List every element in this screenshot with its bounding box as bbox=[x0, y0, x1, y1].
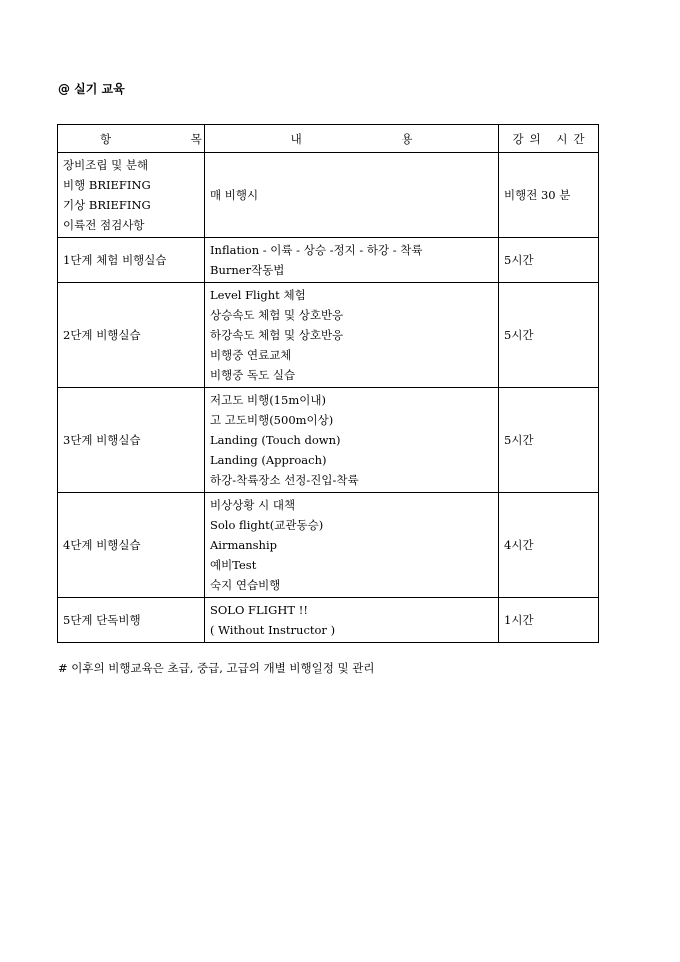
table-row bbox=[58, 283, 599, 388]
content-line: Solo flight(교관동승) bbox=[210, 518, 324, 532]
content-line: 저고도 비행(15m이내) bbox=[210, 393, 326, 407]
item-line: 이륙전 점검사항 bbox=[63, 218, 145, 232]
content-line: Burner작동법 bbox=[210, 263, 285, 277]
item-line: 3단계 비행실습 bbox=[63, 433, 141, 447]
content-line: ( Without Instructor ) bbox=[210, 623, 336, 637]
content-line: Landing (Approach) bbox=[210, 453, 327, 467]
table-row bbox=[58, 153, 599, 238]
content-line: 매 비행시 bbox=[210, 188, 259, 202]
content-line: Inflation - 이륙 - 상승 -정지 - 하강 - 착륙 bbox=[210, 243, 423, 257]
row-item bbox=[58, 388, 205, 493]
row-content bbox=[205, 283, 499, 388]
training-table bbox=[57, 124, 599, 643]
content-line: 예비Test bbox=[210, 558, 257, 572]
row-time: 4시간 bbox=[499, 493, 599, 598]
content-line: SOLO FLIGHT !! bbox=[210, 603, 308, 617]
row-time: 1시간 bbox=[499, 598, 599, 643]
header-time: 강의 시간 bbox=[499, 125, 599, 153]
table-row bbox=[58, 598, 599, 643]
header-content: 내 용 bbox=[205, 125, 499, 153]
item-line: 4단계 비행실습 bbox=[63, 538, 141, 552]
content-line: 숙지 연습비행 bbox=[210, 578, 281, 592]
row-item bbox=[58, 153, 205, 238]
content-line: Airmanship bbox=[210, 538, 277, 552]
table-header-row bbox=[58, 125, 599, 153]
item-line: 5단계 단독비행 bbox=[63, 613, 141, 627]
item-line: 2단계 비행실습 bbox=[63, 328, 141, 342]
row-content bbox=[205, 493, 499, 598]
content-line: 상승속도 체험 및 상호반응 bbox=[210, 308, 344, 322]
row-content bbox=[205, 598, 499, 643]
content-line: Level Flight 체험 bbox=[210, 288, 306, 302]
footnote: # 이후의 비행교육은 초급, 중급, 고급의 개별 비행일정 및 관리 bbox=[58, 661, 375, 675]
row-time: 비행전 30 분 bbox=[499, 153, 599, 238]
table-row bbox=[58, 493, 599, 598]
row-time: 5시간 bbox=[499, 238, 599, 283]
item-line: 비행 BRIEFING bbox=[63, 178, 151, 192]
section-heading: @ 실기 교육 bbox=[58, 82, 125, 96]
row-time: 5시간 bbox=[499, 388, 599, 493]
row-item bbox=[58, 493, 205, 598]
item-line: 1단계 체험 비행실습 bbox=[63, 253, 167, 267]
row-item bbox=[58, 598, 205, 643]
content-line: 비상상황 시 대책 bbox=[210, 498, 296, 512]
table-row bbox=[58, 238, 599, 283]
content-line: 고 고도비행(500m이상) bbox=[210, 413, 334, 427]
table-row bbox=[58, 388, 599, 493]
item-line: 장비조립 및 분해 bbox=[63, 158, 149, 172]
content-line: Landing (Touch down) bbox=[210, 433, 341, 447]
row-item bbox=[58, 283, 205, 388]
content-line: 비행중 연료교체 bbox=[210, 348, 292, 362]
content-line: 비행중 독도 실습 bbox=[210, 368, 296, 382]
content-line: 하강-착륙장소 선정-진입-착륙 bbox=[210, 473, 359, 487]
item-line: 기상 BRIEFING bbox=[63, 198, 151, 212]
row-content bbox=[205, 153, 499, 238]
row-content bbox=[205, 388, 499, 493]
row-content bbox=[205, 238, 499, 283]
row-time: 5시간 bbox=[499, 283, 599, 388]
content-line: 하강속도 체험 및 상호반응 bbox=[210, 328, 344, 342]
row-item bbox=[58, 238, 205, 283]
header-item: 항 목 bbox=[58, 125, 205, 153]
